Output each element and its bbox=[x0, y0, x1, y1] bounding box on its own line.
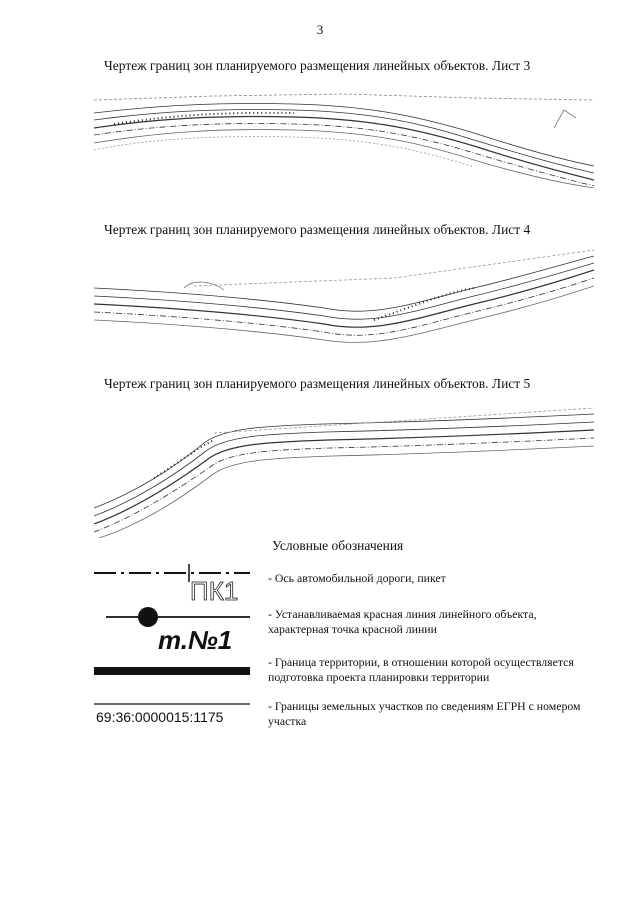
parcel-number-label: 69:36:0000015:1175 bbox=[96, 709, 224, 725]
red-line-point-icon bbox=[138, 607, 158, 627]
road-axis-symbol bbox=[92, 562, 252, 604]
legend-item-red-line: - Устанавливаемая красная линия линейного объекта, характерная точка красной линии bbox=[268, 607, 537, 636]
sheet-5-drawing bbox=[94, 398, 594, 538]
legend-item-road-axis: - Ось автомобильной дороги, пикет bbox=[268, 571, 446, 585]
legend-item-territory-boundary: - Граница территории, в отношении которой осуществляется подготовка проекта планировки территории bbox=[268, 655, 574, 684]
legend-title: Условные обозначения bbox=[272, 538, 404, 553]
red-line-symbol bbox=[92, 604, 252, 656]
sheet-3-title: Чертеж границ зон планируемого размещения линейных объектов. Лист 3 bbox=[104, 58, 531, 73]
sheet-4-title: Чертеж границ зон планируемого размещения линейных объектов. Лист 4 bbox=[104, 222, 531, 237]
sheet-4-drawing bbox=[94, 248, 594, 353]
legend-item-land-parcels: - Границы земельных участков по сведениям ЕГРН с номером участка bbox=[268, 699, 581, 728]
territory-boundary-symbol bbox=[92, 662, 252, 682]
picket-label: ПК1 bbox=[190, 576, 239, 604]
sheet-3-drawing bbox=[94, 88, 594, 188]
land-parcel-symbol bbox=[92, 700, 252, 728]
page-number: 3 bbox=[316, 22, 324, 37]
red-line-point-label: т.№1 bbox=[158, 625, 233, 655]
sheet-5-title: Чертеж границ зон планируемого размещения линейных объектов. Лист 5 bbox=[104, 376, 531, 391]
